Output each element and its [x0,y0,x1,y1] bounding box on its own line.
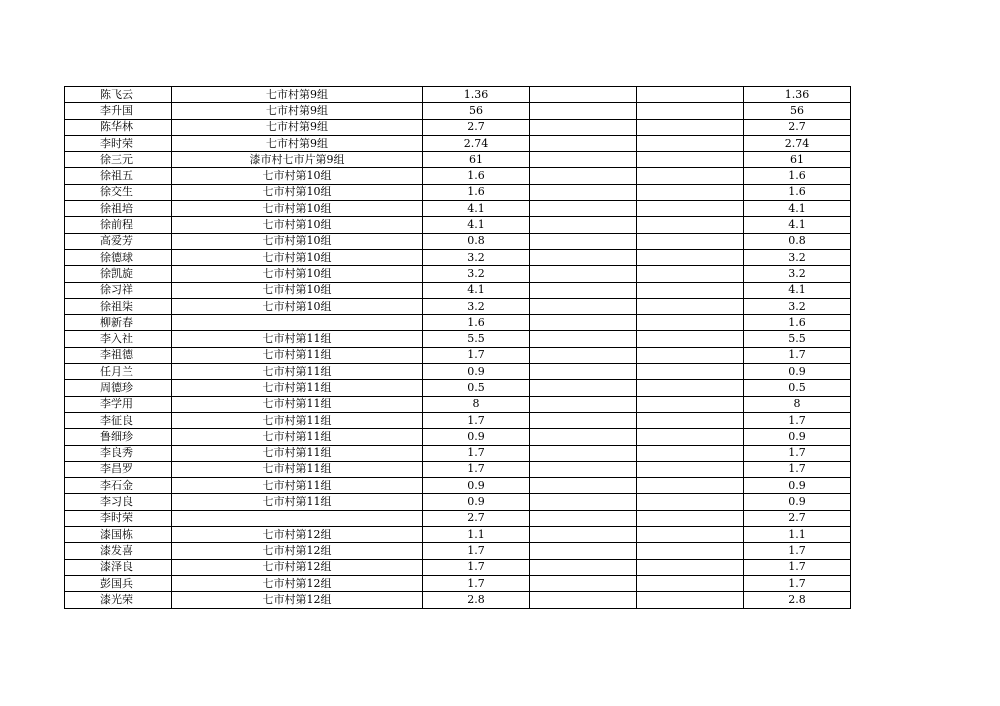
table-body [65,87,851,609]
table-row [65,478,851,494]
amount-cell: 0.9 [423,478,530,494]
empty-cell [637,217,744,233]
address-cell: 七市村第12组 [172,575,423,591]
table-row [65,266,851,282]
empty-cell [530,527,637,543]
empty-cell [530,266,637,282]
empty-cell [530,347,637,363]
amount-cell: 2.7 [423,510,530,526]
empty-cell [530,315,637,331]
empty-cell [637,478,744,494]
empty-cell [530,364,637,380]
table-row [65,315,851,331]
amount-cell: 61 [423,152,530,168]
address-cell: 七市村第11组 [172,412,423,428]
empty-cell [637,559,744,575]
empty-cell [637,380,744,396]
empty-cell [637,87,744,103]
table-row [65,347,851,363]
empty-cell [637,168,744,184]
empty-cell [637,249,744,265]
address-cell: 七市村第11组 [172,478,423,494]
total-cell: 1.7 [744,543,851,559]
amount-cell: 4.1 [423,201,530,217]
table-row [65,298,851,314]
address-cell: 七市村第12组 [172,559,423,575]
empty-cell [530,282,637,298]
name-cell: 周德珍 [65,380,172,396]
name-cell: 李入社 [65,331,172,347]
amount-cell: 8 [423,396,530,412]
empty-cell [637,298,744,314]
total-cell: 4.1 [744,201,851,217]
total-cell: 2.74 [744,135,851,151]
empty-cell [637,510,744,526]
address-cell: 七市村第9组 [172,103,423,119]
name-cell: 李昌罗 [65,461,172,477]
amount-cell: 0.9 [423,494,530,510]
table-row [65,249,851,265]
name-cell: 李时荣 [65,135,172,151]
amount-cell: 1.7 [423,543,530,559]
amount-cell: 1.7 [423,412,530,428]
amount-cell: 1.7 [423,461,530,477]
empty-cell [637,429,744,445]
table-row [65,445,851,461]
amount-cell: 1.6 [423,184,530,200]
table-row [65,152,851,168]
table-row [65,380,851,396]
total-cell: 4.1 [744,282,851,298]
amount-cell: 5.5 [423,331,530,347]
name-cell: 李征良 [65,412,172,428]
empty-cell [637,575,744,591]
total-cell: 61 [744,152,851,168]
empty-cell [530,331,637,347]
empty-cell [637,461,744,477]
name-cell: 柳新春 [65,315,172,331]
amount-cell: 0.8 [423,233,530,249]
empty-cell [530,559,637,575]
empty-cell [637,331,744,347]
amount-cell: 1.7 [423,347,530,363]
total-cell: 0.9 [744,429,851,445]
data-table [64,86,851,609]
address-cell: 七市村第11组 [172,494,423,510]
name-cell: 徐祖培 [65,201,172,217]
amount-cell: 3.2 [423,249,530,265]
name-cell: 徐习祥 [65,282,172,298]
address-cell: 七市村第11组 [172,347,423,363]
address-cell: 七市村第11组 [172,331,423,347]
table-row [65,282,851,298]
amount-cell: 0.9 [423,429,530,445]
total-cell: 1.6 [744,184,851,200]
amount-cell: 2.74 [423,135,530,151]
empty-cell [637,233,744,249]
total-cell: 1.6 [744,168,851,184]
table-row [65,103,851,119]
address-cell: 七市村第10组 [172,233,423,249]
empty-cell [637,592,744,608]
name-cell: 李良秀 [65,445,172,461]
total-cell: 1.7 [744,445,851,461]
amount-cell: 3.2 [423,298,530,314]
address-cell: 七市村第9组 [172,87,423,103]
empty-cell [530,152,637,168]
empty-cell [530,396,637,412]
empty-cell [637,527,744,543]
empty-cell [530,445,637,461]
table-row [65,217,851,233]
empty-cell [637,282,744,298]
table-row [65,201,851,217]
address-cell [172,315,423,331]
address-cell [172,510,423,526]
name-cell: 徐三元 [65,152,172,168]
total-cell: 1.6 [744,315,851,331]
name-cell: 徐祖柒 [65,298,172,314]
empty-cell [530,201,637,217]
address-cell: 漆市村七市片第9组 [172,152,423,168]
address-cell: 七市村第12组 [172,592,423,608]
name-cell: 陈华林 [65,119,172,135]
table-row [65,494,851,510]
table-row [65,510,851,526]
address-cell: 七市村第10组 [172,266,423,282]
table-row [65,364,851,380]
total-cell: 1.36 [744,87,851,103]
empty-cell [530,380,637,396]
amount-cell: 1.6 [423,168,530,184]
empty-cell [637,412,744,428]
total-cell: 1.7 [744,347,851,363]
table-row [65,135,851,151]
empty-cell [637,364,744,380]
empty-cell [637,347,744,363]
amount-cell: 56 [423,103,530,119]
name-cell: 高爱芳 [65,233,172,249]
total-cell: 5.5 [744,331,851,347]
empty-cell [530,494,637,510]
address-cell: 七市村第10组 [172,249,423,265]
address-cell: 七市村第11组 [172,396,423,412]
empty-cell [530,87,637,103]
name-cell: 李石金 [65,478,172,494]
name-cell: 任月兰 [65,364,172,380]
table-row [65,412,851,428]
address-cell: 七市村第11组 [172,429,423,445]
name-cell: 李祖德 [65,347,172,363]
amount-cell: 1.7 [423,559,530,575]
empty-cell [530,184,637,200]
empty-cell [530,412,637,428]
total-cell: 3.2 [744,298,851,314]
amount-cell: 0.5 [423,380,530,396]
table-row [65,575,851,591]
empty-cell [530,135,637,151]
address-cell: 七市村第11组 [172,380,423,396]
address-cell: 七市村第10组 [172,168,423,184]
table-row [65,87,851,103]
address-cell: 七市村第10组 [172,282,423,298]
amount-cell: 1.1 [423,527,530,543]
table-row [65,119,851,135]
name-cell: 彭国兵 [65,575,172,591]
empty-cell [637,201,744,217]
empty-cell [530,575,637,591]
name-cell: 李学用 [65,396,172,412]
total-cell: 1.7 [744,575,851,591]
empty-cell [637,152,744,168]
amount-cell: 1.7 [423,575,530,591]
name-cell: 徐交生 [65,184,172,200]
empty-cell [637,543,744,559]
address-cell: 七市村第9组 [172,119,423,135]
amount-cell: 4.1 [423,217,530,233]
amount-cell: 2.7 [423,119,530,135]
empty-cell [530,217,637,233]
amount-cell: 1.6 [423,315,530,331]
total-cell: 2.7 [744,119,851,135]
name-cell: 漆泽良 [65,559,172,575]
total-cell: 2.7 [744,510,851,526]
name-cell: 李习良 [65,494,172,510]
name-cell: 漆光荣 [65,592,172,608]
name-cell: 漆发喜 [65,543,172,559]
address-cell: 七市村第10组 [172,184,423,200]
empty-cell [530,510,637,526]
empty-cell [637,445,744,461]
empty-cell [637,396,744,412]
total-cell: 0.9 [744,494,851,510]
address-cell: 七市村第10组 [172,298,423,314]
table-row [65,527,851,543]
empty-cell [530,119,637,135]
empty-cell [530,461,637,477]
amount-cell: 0.9 [423,364,530,380]
amount-cell: 1.36 [423,87,530,103]
address-cell: 七市村第10组 [172,201,423,217]
address-cell: 七市村第12组 [172,543,423,559]
name-cell: 徐前程 [65,217,172,233]
total-cell: 0.8 [744,233,851,249]
name-cell: 徐德球 [65,249,172,265]
table-row [65,543,851,559]
total-cell: 3.2 [744,249,851,265]
total-cell: 0.9 [744,364,851,380]
total-cell: 1.7 [744,559,851,575]
total-cell: 0.9 [744,478,851,494]
amount-cell: 3.2 [423,266,530,282]
total-cell: 8 [744,396,851,412]
empty-cell [530,478,637,494]
address-cell: 七市村第9组 [172,135,423,151]
total-cell: 2.8 [744,592,851,608]
empty-cell [637,103,744,119]
address-cell: 七市村第12组 [172,527,423,543]
amount-cell: 1.7 [423,445,530,461]
table-row [65,331,851,347]
table-row [65,396,851,412]
name-cell: 漆国栋 [65,527,172,543]
empty-cell [637,135,744,151]
name-cell: 陈飞云 [65,87,172,103]
table-row [65,429,851,445]
table-row [65,168,851,184]
table-row [65,233,851,249]
table-row [65,184,851,200]
name-cell: 李时荣 [65,510,172,526]
total-cell: 1.1 [744,527,851,543]
empty-cell [530,103,637,119]
name-cell: 鲁细珍 [65,429,172,445]
name-cell: 徐凯旋 [65,266,172,282]
empty-cell [637,119,744,135]
total-cell: 4.1 [744,217,851,233]
total-cell: 56 [744,103,851,119]
total-cell: 3.2 [744,266,851,282]
address-cell: 七市村第10组 [172,217,423,233]
name-cell: 徐祖五 [65,168,172,184]
table-row [65,461,851,477]
amount-cell: 2.8 [423,592,530,608]
empty-cell [637,494,744,510]
empty-cell [637,266,744,282]
total-cell: 1.7 [744,412,851,428]
table-row [65,559,851,575]
empty-cell [530,249,637,265]
address-cell: 七市村第11组 [172,445,423,461]
empty-cell [530,168,637,184]
empty-cell [530,298,637,314]
empty-cell [530,429,637,445]
name-cell: 李升国 [65,103,172,119]
table-row [65,592,851,608]
address-cell: 七市村第11组 [172,461,423,477]
empty-cell [637,315,744,331]
empty-cell [637,184,744,200]
empty-cell [530,233,637,249]
amount-cell: 4.1 [423,282,530,298]
empty-cell [530,543,637,559]
total-cell: 0.5 [744,380,851,396]
empty-cell [530,592,637,608]
address-cell: 七市村第11组 [172,364,423,380]
total-cell: 1.7 [744,461,851,477]
